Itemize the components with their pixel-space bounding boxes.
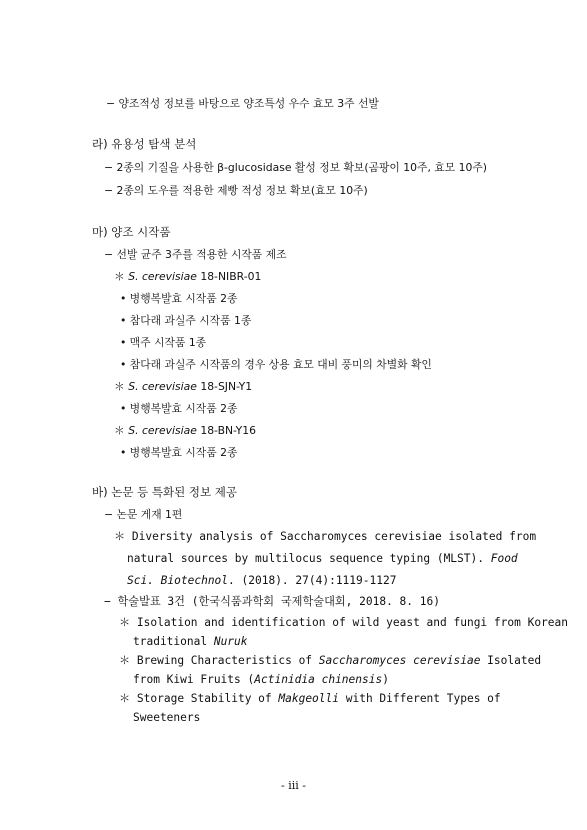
conf-1-title-part2: traditional — [133, 635, 214, 648]
strain-1-bullet-3: • 맥주 시작품 1종 — [120, 336, 207, 349]
conf-3-title-part2: with Different Types of — [339, 692, 501, 705]
conf-3-italic: Makgeolli — [278, 692, 339, 705]
conf-3-title-part1: ＊ Storage Stability of — [119, 692, 279, 705]
strain-1-species: S. cerevisiae — [128, 270, 197, 283]
strain-2-prefix: ＊ — [114, 380, 129, 393]
ma-intro: − 선발 균주 3주를 적용한 시작품 제조 — [104, 248, 287, 261]
strain-3-prefix: ＊ — [114, 424, 129, 437]
strain-1-bullet-1: • 병행복발효 시작품 2종 — [120, 292, 238, 305]
strain-3-species: S. cerevisiae — [128, 424, 197, 437]
selection-summary: − 양조적성 정보를 바탕으로 양조특성 우수 효모 3주 선발 — [106, 97, 379, 110]
conf-2-title-part1: ＊ Brewing Characteristics of — [119, 654, 319, 667]
paper-line-1 — [114, 529, 537, 544]
strain-1 — [114, 269, 261, 284]
conf-3-line-1 — [119, 691, 501, 706]
paper-title-part1: ＊ Diversity analysis of Saccharomyces cerevisiae isolated from — [114, 530, 537, 543]
paper-line-2 — [127, 551, 518, 566]
strain-3-code: 18-BN-Y16 — [196, 424, 257, 437]
conf-1-title-part1: ＊ Isolation and identification of wild yeast and fungi from Korean — [119, 616, 568, 629]
section-heading-ra: 라) 유용성 탐색 분석 — [92, 137, 197, 151]
strain-3-bullet-1: • 병행복발효 시작품 2종 — [120, 446, 238, 459]
conf-3-line-2: Sweeteners — [133, 711, 201, 724]
paper-journal-part2: Sci. Biotechnol — [127, 574, 229, 587]
strain-1-prefix: ＊ — [114, 270, 129, 283]
strain-1-bullet-4: • 참다래 과실주 시작품의 경우 상용 효모 대비 풍미의 차별화 확인 — [120, 358, 432, 371]
conf-2-line-2 — [133, 672, 389, 687]
conf-1-title-italic: Nuruk — [213, 635, 248, 648]
conference-intro: − 학술발표 3건 (한국식품과학회 국제학술대회, 2018. 8. 16) — [104, 595, 440, 608]
strain-2-bullet-1: • 병행복발효 시작품 2종 — [120, 402, 238, 415]
conf-2-title-part2: Isolated — [480, 654, 542, 667]
paper-intro: − 논문 게재 1편 — [104, 508, 183, 521]
ra-item-baking: − 2종의 도우를 적용한 제빵 적성 정보 확보(효모 10주) — [104, 184, 368, 197]
conf-2-line-1 — [119, 653, 541, 668]
section-heading-ba: 바) 논문 등 특화된 정보 제공 — [92, 485, 237, 499]
conf-2-title-part3: from Kiwi Fruits ( — [133, 673, 255, 686]
paper-title-part2: natural sources by multilocus sequence typing (MLST). — [127, 552, 491, 565]
conf-1-line-1 — [119, 615, 568, 630]
conf-2-title-part4: ) — [382, 673, 389, 686]
ra-item-glucosidase: − 2종의 기질을 사용한 β-glucosidase 활성 정보 확보(곰팡이 10주, 효모 10주) — [104, 161, 487, 174]
conf-1-line-2 — [133, 634, 248, 649]
paper-line-3 — [127, 573, 396, 588]
conf-2-species: Saccharomyces cerevisiae — [318, 654, 481, 667]
strain-1-code: 18-NIBR-01 — [196, 270, 262, 283]
strain-1-bullet-2: • 참다래 과실주 시작품 1종 — [120, 314, 252, 327]
conf-2-latin: Actinidia chinensis — [254, 673, 383, 686]
strain-2-species: S. cerevisiae — [128, 380, 197, 393]
strain-3 — [114, 423, 256, 438]
paper-journal-part1: Food — [490, 552, 518, 565]
strain-2 — [114, 379, 252, 394]
strain-2-code: 18-SJN-Y1 — [196, 380, 253, 393]
section-heading-ma: 마) 양조 시작품 — [92, 225, 171, 239]
page-number: - iii - — [281, 779, 306, 792]
paper-citation: . (2018). 27(4):1119-1127 — [228, 574, 397, 587]
